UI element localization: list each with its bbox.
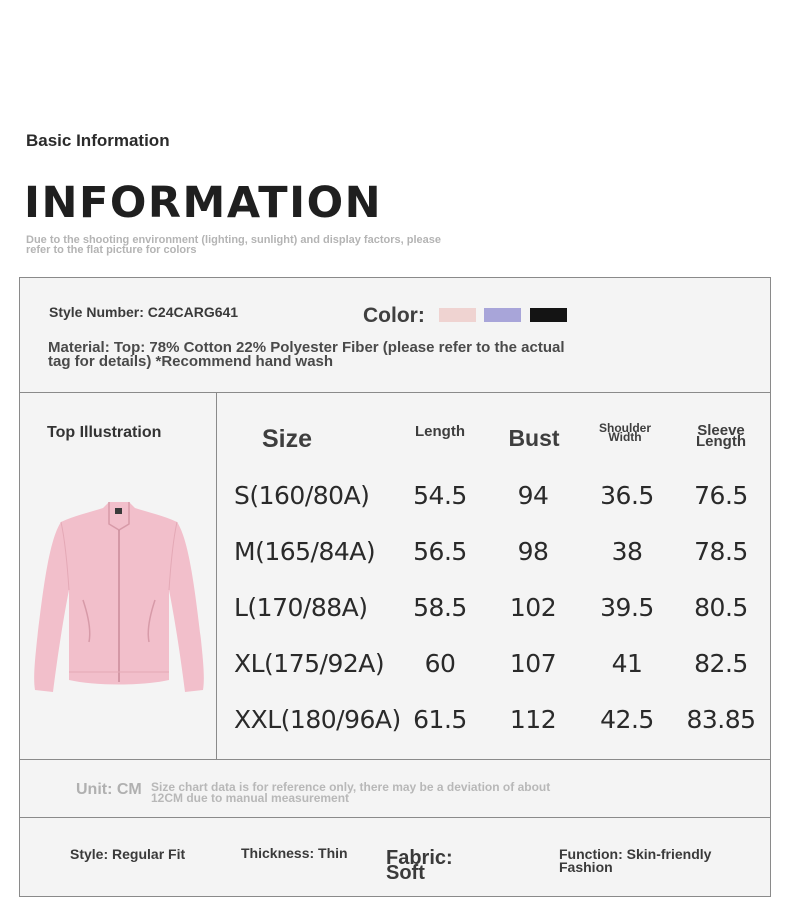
attribute-thickness: Thickness: Thin xyxy=(241,845,348,861)
size-cell: L(170/88A) xyxy=(234,593,368,622)
attribute-function: Function: Skin-friendly Fashion xyxy=(559,846,712,875)
page-title: INFORMATION xyxy=(24,178,383,228)
header-shoulder-width: Shoulder Width xyxy=(598,421,651,444)
attribute-fabric: Fabric: Soft xyxy=(386,847,453,884)
length-cell: 58.5 xyxy=(413,593,467,622)
size-cell: XL(175/92A) xyxy=(234,649,385,678)
header-size: Size xyxy=(262,425,313,453)
jacket-illustration xyxy=(33,500,205,696)
shoulder-cell: 38 xyxy=(611,537,643,566)
product-info-panel xyxy=(19,277,771,393)
header-sleeve-length: Sleeve Length xyxy=(696,422,746,450)
color-swatch-pink xyxy=(439,308,476,322)
illustration-label: Top Illustration xyxy=(47,424,162,441)
attribute-style: Style: Regular Fit xyxy=(70,846,186,862)
style-number: Style Number: C24CARG641 xyxy=(49,304,239,320)
bust-cell: 98 xyxy=(517,537,549,566)
header-length: Length xyxy=(415,423,465,440)
color-swatch-lavender xyxy=(484,308,521,322)
color-disclaimer: Due to the shooting environment (lighting, sunlight) and display factors, please refer to the flat picture for colors xyxy=(26,234,441,256)
length-cell: 54.5 xyxy=(413,481,467,510)
sleeve-cell: 80.5 xyxy=(694,593,748,622)
header-bust: Bust xyxy=(508,425,560,451)
size-chart-note: Size chart data is for reference only, there may be a deviation of about 12CM due to manual measurement xyxy=(151,780,551,805)
size-cell: XXL(180/96A) xyxy=(234,705,401,734)
length-cell: 56.5 xyxy=(413,537,467,566)
shoulder-cell: 39.5 xyxy=(600,593,654,622)
shoulder-cell: 36.5 xyxy=(600,481,654,510)
sleeve-cell: 76.5 xyxy=(694,481,748,510)
bust-cell: 107 xyxy=(509,649,557,678)
section-title: Basic Information xyxy=(26,131,170,150)
bust-cell: 102 xyxy=(509,593,557,622)
unit-label: Unit: CM xyxy=(76,781,142,798)
sleeve-cell: 78.5 xyxy=(694,537,748,566)
length-cell: 61.5 xyxy=(413,705,467,734)
color-label: Color: xyxy=(363,304,425,327)
shoulder-cell: 41 xyxy=(611,649,643,678)
material-text: Material: Top: 78% Cotton 22% Polyester Fiber (please refer to the actual tag for details) *Recommend hand wash xyxy=(48,339,565,370)
length-cell: 60 xyxy=(424,649,456,678)
column-divider xyxy=(216,393,217,759)
size-cell: M(165/84A) xyxy=(234,537,376,566)
bust-cell: 112 xyxy=(509,705,557,734)
bust-cell: 94 xyxy=(517,481,549,510)
size-cell: S(160/80A) xyxy=(234,481,370,510)
shoulder-cell: 42.5 xyxy=(600,705,654,734)
color-swatch-black xyxy=(530,308,567,322)
sleeve-cell: 83.85 xyxy=(686,705,756,734)
sleeve-cell: 82.5 xyxy=(694,649,748,678)
